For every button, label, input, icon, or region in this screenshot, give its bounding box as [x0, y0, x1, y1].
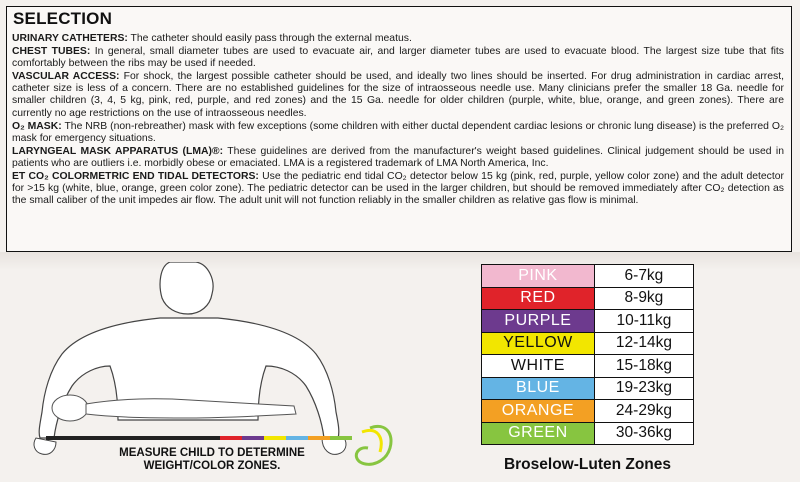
paragraph-text: The catheter should easily pass through the external meatus. [127, 33, 412, 44]
broselow-zones-table [481, 264, 694, 445]
zone-color-cell: GREEN [482, 422, 595, 445]
chest-tubes-paragraph [12, 46, 784, 70]
paragraph-text: For shock, the largest possible catheter should be used, and ideally two lines should be inserted. For drug administration in cardiac arrest, catheter size is less of a concern. There are no established guidelines for the size of intraosseous needle use. Many clinicians prefer the smaller 18 Ga. needle for smaller children (3, 4, 5 kg, pink, red, purple, and red zones) and the 15 Ga. needle for older children (purple, white, blue, orange, and green zones). There are currently no age restrictions on the use of intraosseous needles. [12, 71, 784, 119]
zone-weight-cell: 10-11kg [594, 310, 693, 333]
paragraph-label: VASCULAR ACCESS: [12, 71, 120, 83]
section-heading: SELECTION [13, 9, 113, 28]
zone-row [482, 310, 694, 333]
paragraph-label: ET CO₂ COLORMETRIC END TIDAL DETECTORS: [12, 171, 259, 183]
zone-color-cell: PINK [482, 265, 595, 288]
zone-color-cell: BLUE [482, 377, 595, 400]
zone-color-cell: PURPLE [482, 310, 595, 333]
zone-weight-cell: 6-7kg [594, 265, 693, 288]
et-co2-paragraph [12, 171, 784, 207]
zone-weight-cell: 8-9kg [594, 287, 693, 310]
zone-weight-cell: 15-18kg [594, 355, 693, 378]
paragraph-label: CHEST TUBES: [12, 46, 91, 58]
zones-title: Broselow-Luten Zones [503, 456, 672, 473]
tape-segment [286, 436, 308, 440]
measuring-tape-colors [220, 436, 352, 440]
zone-color-cell: YELLOW [482, 332, 595, 355]
paragraph-text: Use the pediatric end tidal CO₂ detector below 15 kg (pink, red, purple, yellow color zone) and the adult detector for >15 kg (white, blue, orange, green color zone). The pediatric detector can be used in the larger children, but should be removed immediately after CO₂ detection as the small caliber of the unit impedes air flow. The adult unit will not function reliably in the smaller children as relative gas flow is minimal. [12, 171, 784, 207]
paragraph-label: URINARY CATHETERS: [12, 33, 128, 44]
zone-row [482, 287, 694, 310]
tape-segment [220, 436, 242, 440]
paragraph-text: In general, small diameter tubes are used to evacuate air, and larger diameter tubes are used to evacuate blood. The largest size tube that fits comfortably between the ribs may be used if needed. [12, 46, 784, 70]
zone-row [482, 377, 694, 400]
zone-row [482, 332, 694, 355]
figure-caption [92, 447, 332, 473]
zone-weight-cell: 30-36kg [594, 422, 693, 445]
paragraph-label: LARYNGEAL MASK APPARATUS (LMA)®: [12, 145, 224, 157]
tape-segment [264, 436, 286, 440]
o2-mask-paragraph [12, 121, 784, 145]
zone-row [482, 400, 694, 423]
zone-row [482, 355, 694, 378]
tape-segment [242, 436, 264, 440]
paragraph-text: The NRB (non-rebreather) mask with few exceptions (some children with either ductal dependent cardiac lesions or chronic lung disease) is the preferred O₂ mask for emergency situations. [12, 120, 785, 144]
vascular-access-paragraph [12, 71, 784, 119]
zone-weight-cell: 19-23kg [594, 377, 693, 400]
zone-color-cell: ORANGE [482, 400, 595, 423]
zone-row [482, 422, 694, 445]
selection-panel [6, 6, 792, 252]
paragraph-label: O₂ MASK: [12, 120, 62, 132]
zone-color-cell: WHITE [482, 355, 595, 378]
tape-segment [308, 436, 330, 440]
lma-paragraph [12, 146, 784, 170]
zone-weight-cell: 24-29kg [594, 400, 693, 423]
zone-row [482, 265, 694, 288]
guidelines-body [12, 33, 784, 208]
zone-color-cell: RED [482, 287, 595, 310]
urinary-catheters-paragraph [12, 33, 784, 45]
tape-segment [330, 436, 352, 440]
caption-line: MEASURE CHILD TO DETERMINE [119, 447, 305, 459]
zone-weight-cell: 12-14kg [594, 332, 693, 355]
caption-line: WEIGHT/COLOR ZONES. [143, 460, 281, 472]
paragraph-text: These guidelines are derived from the manufacturer's weight based guidelines. Clinical judgement should be used in patients who are outliers i.e. morbidly obese or emaciated. LMA is a registered trademark of LMA North America, Inc. [12, 145, 785, 169]
